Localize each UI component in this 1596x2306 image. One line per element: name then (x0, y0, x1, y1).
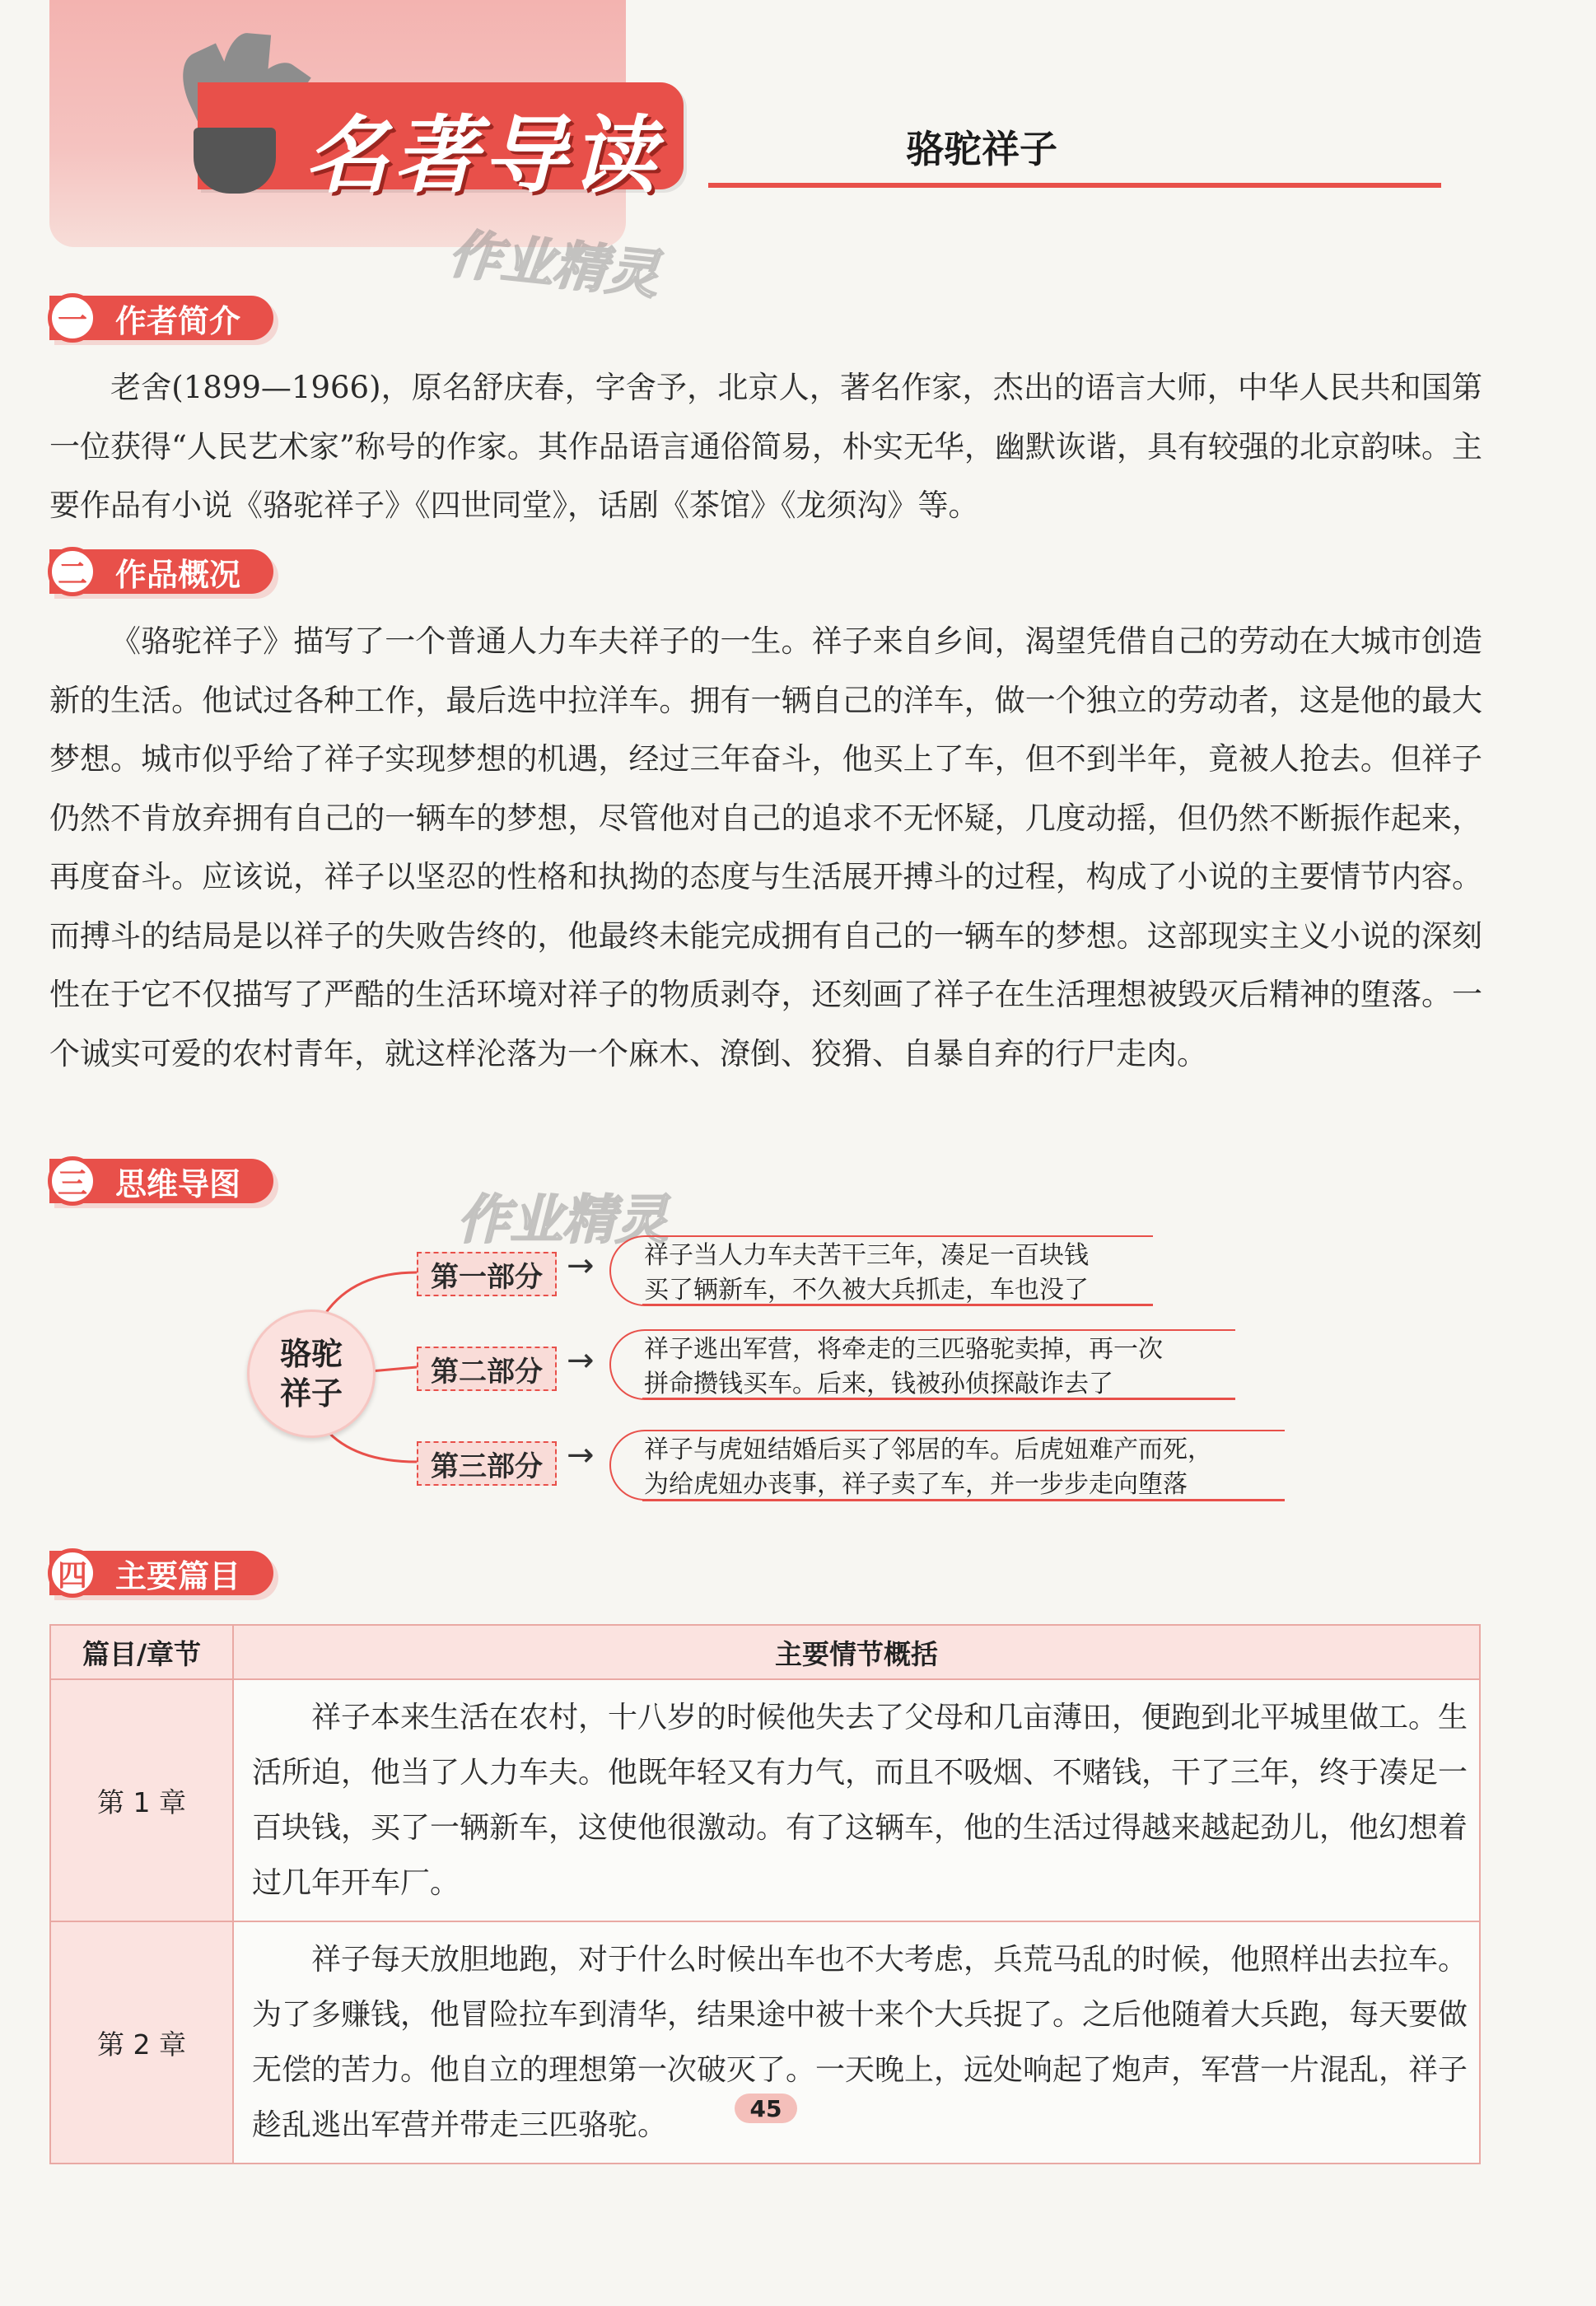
mindmap-part-3: 第三部分 (417, 1441, 557, 1486)
chapter-summary (233, 1921, 1480, 2164)
table-row (50, 1921, 1480, 2164)
arrow-icon: → (567, 1247, 595, 1285)
mindmap-center-node (247, 1309, 376, 1438)
chapter-summary (233, 1679, 1480, 1921)
summary-line: 为给虎妞办丧事，祥子卖了车，并一步步走向堕落 (644, 1470, 1188, 1499)
mindmap-summary-2 (609, 1329, 1235, 1400)
page-title: 名著导读 (305, 107, 660, 205)
book-title: 骆驼祥子 (906, 127, 1057, 171)
section-title: 思维导图 (49, 1159, 273, 1203)
table-header-row (50, 1625, 1480, 1679)
section-number: 四 (48, 1548, 97, 1598)
section-number: 二 (48, 547, 97, 596)
page-number: 45 (735, 2094, 797, 2123)
summary-line: 拼命攒钱买车。后来，钱被孙侦探敲诈去了 (644, 1370, 1113, 1398)
watermark: 作业精灵 (446, 223, 662, 307)
watermark: 作业精灵 (457, 1190, 668, 1251)
center-line-1: 骆驼 (279, 1336, 343, 1372)
summary-line: 祥子逃出军营，将牵走的三匹骆驼卖掉，再一次 (644, 1335, 1163, 1364)
summary-line: 祥子当人力车夫苦干三年，凑足一百块钱 (644, 1241, 1089, 1270)
chapter-summary-text: 祥子每天放胆地跑，对于什么时候出车也不大考虑，兵荒马乱的时候，他照样出去拉车。为了多赚钱，他冒险拉车到清华，结果途中被十来个大兵捉了。之后他随着大兵跑，每天要做无偿的苦力。他自立的理想第一次破灭了。一天晚上，远处响起了炮声，军营一片混乱，祥子趁乱逃出军营并带走三匹骆驼。 (252, 1943, 1468, 2142)
table-header-summary: 主要情节概括 (233, 1625, 1480, 1679)
section-heading-chapters (48, 1547, 273, 1599)
summary-line: 买了辆新车，不久被大兵抓走，车也没了 (644, 1276, 1089, 1305)
chapter-label: 第 2 章 (50, 1921, 233, 2164)
chapter-table (49, 1624, 1481, 2164)
mindmap-part-1: 第一部分 (417, 1252, 557, 1296)
section-title: 作品概况 (49, 549, 273, 594)
arrow-icon: → (567, 1436, 595, 1474)
section-title: 主要篇目 (49, 1551, 273, 1595)
table-header-chapter: 篇目/章节 (50, 1625, 233, 1679)
mindmap-part-2: 第二部分 (417, 1347, 557, 1391)
arrow-icon: → (567, 1342, 595, 1379)
table-row (50, 1679, 1480, 1921)
mindmap-summary-1 (609, 1235, 1153, 1306)
chapter-label: 第 1 章 (50, 1679, 233, 1921)
chapter-summary-text: 祥子本来生活在农村，十八岁的时候他失去了父母和几亩薄田，便跑到北平城里做工。生活所迫，他当了人力车夫。他既年轻又有力气，而且不吸烟、不赌钱，干了三年，终于凑足一百块钱，买了一辆新车，这使他很激动。有了这辆车，他的生活过得越来越起劲儿，他幻想着过几年开车厂。 (252, 1701, 1468, 1900)
section-number: 一 (48, 293, 97, 343)
overview-text: 《骆驼祥子》描写了一个普通人力车夫祥子的一生。祥子来自乡间，渴望凭借自己的劳动在大城市创造新的生活。他试过各种工作，最后选中拉洋车。拥有一辆自己的洋车，做一个独立的劳动者，这是他的最大梦想。城市似乎给了祥子实现梦想的机遇，经过三年奋斗，他买上了车，但不到半年，竟被人抢去。但祥子仍然不肯放弃拥有自己的一辆车的梦想，尽管他对自己的追求不无怀疑，几度动摇，但仍然不断振作起来，再度奋斗。应该说，祥子以坚忍的性格和执拗的态度与生活展开搏斗的过程，构成了小说的主要情节内容。而搏斗的结局是以祥子的失败告终的，他最终未能完成拥有自己的一辆车的梦想。这部现实主义小说的深刻性在于它不仅描写了严酷的生活环境对祥子的物质剥夺，还刻画了祥子在生活理想被毁灭后精神的堕落。一个诚实可爱的农村青年，就这样沦落为一个麻木、潦倒、狡猾、自暴自弃的行尸走肉。 (49, 623, 1482, 1071)
section-number: 三 (48, 1156, 97, 1206)
mindmap-summary-3 (609, 1430, 1285, 1501)
center-line-2: 祥子 (279, 1375, 343, 1412)
summary-line: 祥子与虎妞结婚后买了邻居的车。后虎妞难产而死， (644, 1435, 1212, 1464)
section-title: 作者简介 (49, 296, 273, 340)
author-intro-text: 老舍(1899—1966)，原名舒庆春，字舍予，北京人，著名作家，杰出的语言大师，中华人民共和国第一位获得“人民艺术家”称号的作家。其作品语言通俗简易，朴实无华，幽默诙谐，具有较强的北京韵味。主要作品有小说《骆驼祥子》《四世同堂》，话剧《茶馆》《龙须沟》等。 (49, 370, 1482, 523)
